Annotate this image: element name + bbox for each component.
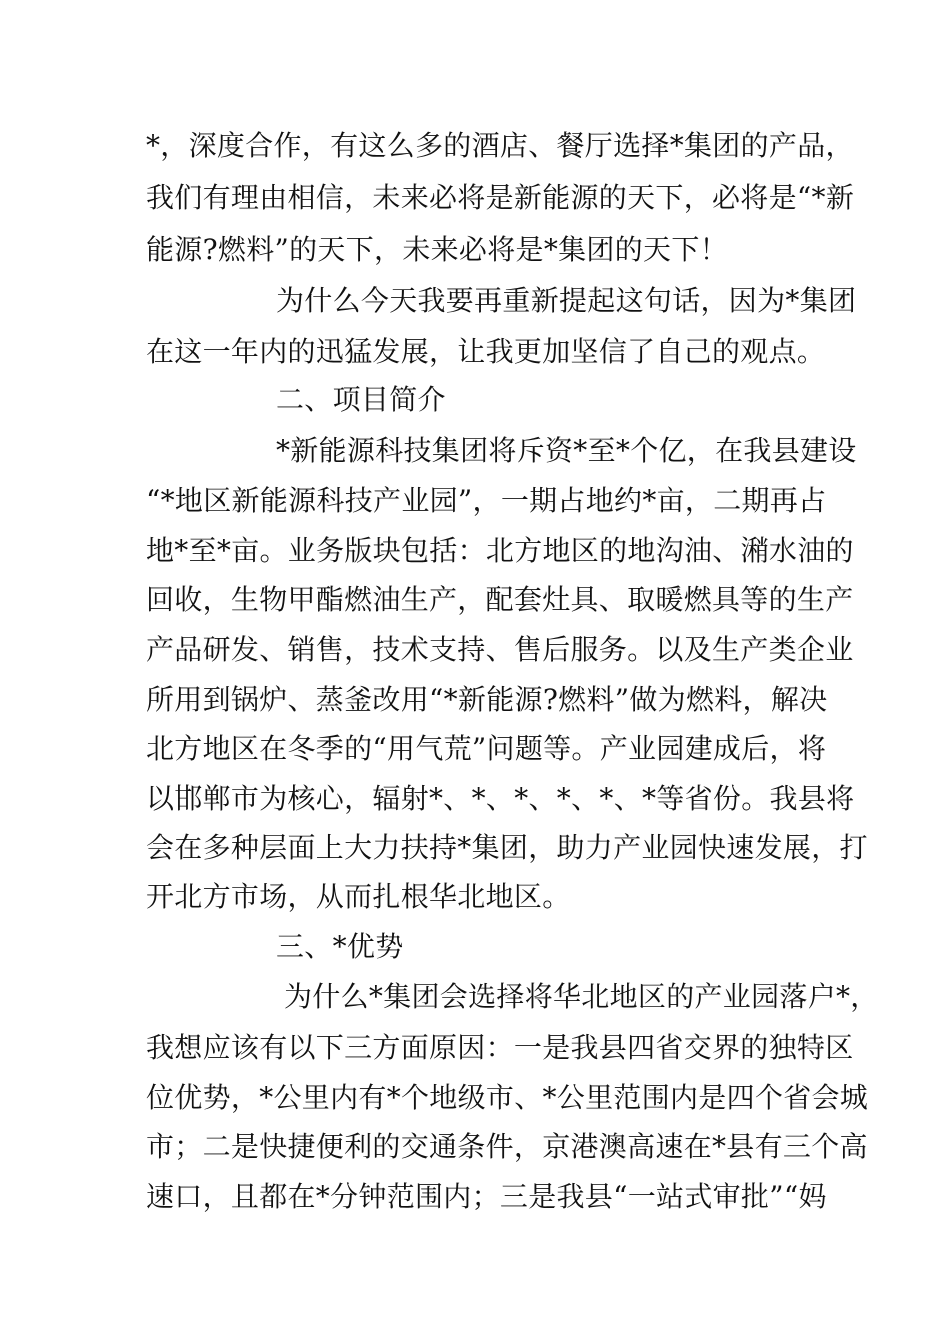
text-line: 产品研发、销售，技术支持、售后服务。以及生产类企业 — [146, 633, 854, 666]
text-line: 开北方市场，从而扎根华北地区。 — [146, 880, 571, 913]
text-line: 会在多种层面上大力扶持*集团，助力产业园快速发展，打 — [146, 831, 868, 864]
text-line: 在这一年内的迅猛发展，让我更加坚信了自己的观点。 — [146, 335, 826, 368]
text-line: 我想应该有以下三方面原因：一是我县四省交界的独特区 — [146, 1031, 854, 1064]
section-heading: 三、*优势 — [276, 930, 404, 963]
section-heading: 二、项目简介 — [276, 383, 446, 416]
text-line: 速口，且都在*分钟范围内；三是我县“一站式审批”“妈 — [146, 1180, 827, 1213]
text-line: 北方地区在冬季的“用气荒”问题等。产业园建成后，将 — [146, 732, 827, 765]
paragraph-first-line: 为什么*集团会选择将华北地区的产业园落户*， — [284, 980, 879, 1013]
text-line: 市；二是快捷便利的交通条件，京港澳高速在*县有三个高 — [146, 1130, 868, 1163]
text-line: “*地区新能源科技产业园”，一期占地约*亩，二期再占 — [146, 484, 827, 517]
paragraph-first-line: 为什么今天我要再重新提起这句话，因为*集团 — [276, 284, 857, 317]
text-line: 所用到锅炉、蒸釜改用“*新能源?燃料”做为燃料，解决 — [146, 683, 828, 716]
text-line: *，深度合作，有这么多的酒店、餐厅选择*集团的产品， — [146, 129, 854, 162]
text-line: 以邯郸市为核心，辐射*、*、*、*、*、*等省份。我县将 — [146, 782, 855, 815]
text-line: 能源?燃料”的天下，未来必将是*集团的天下！ — [146, 233, 728, 266]
text-line: 位优势，*公里内有*个地级市、*公里范围内是四个省会城 — [146, 1081, 869, 1114]
paragraph-first-line: *新能源科技集团将斥资*至*个亿，在我县建设 — [276, 434, 857, 467]
text-line: 我们有理由相信，未来必将是新能源的天下，必将是“*新 — [146, 181, 855, 214]
text-line: 地*至*亩。业务版块包括：北方地区的地沟油、潲水油的 — [146, 534, 854, 567]
text-line: 回收，生物甲酯燃油生产，配套灶具、取暖燃具等的生产 — [146, 583, 854, 616]
